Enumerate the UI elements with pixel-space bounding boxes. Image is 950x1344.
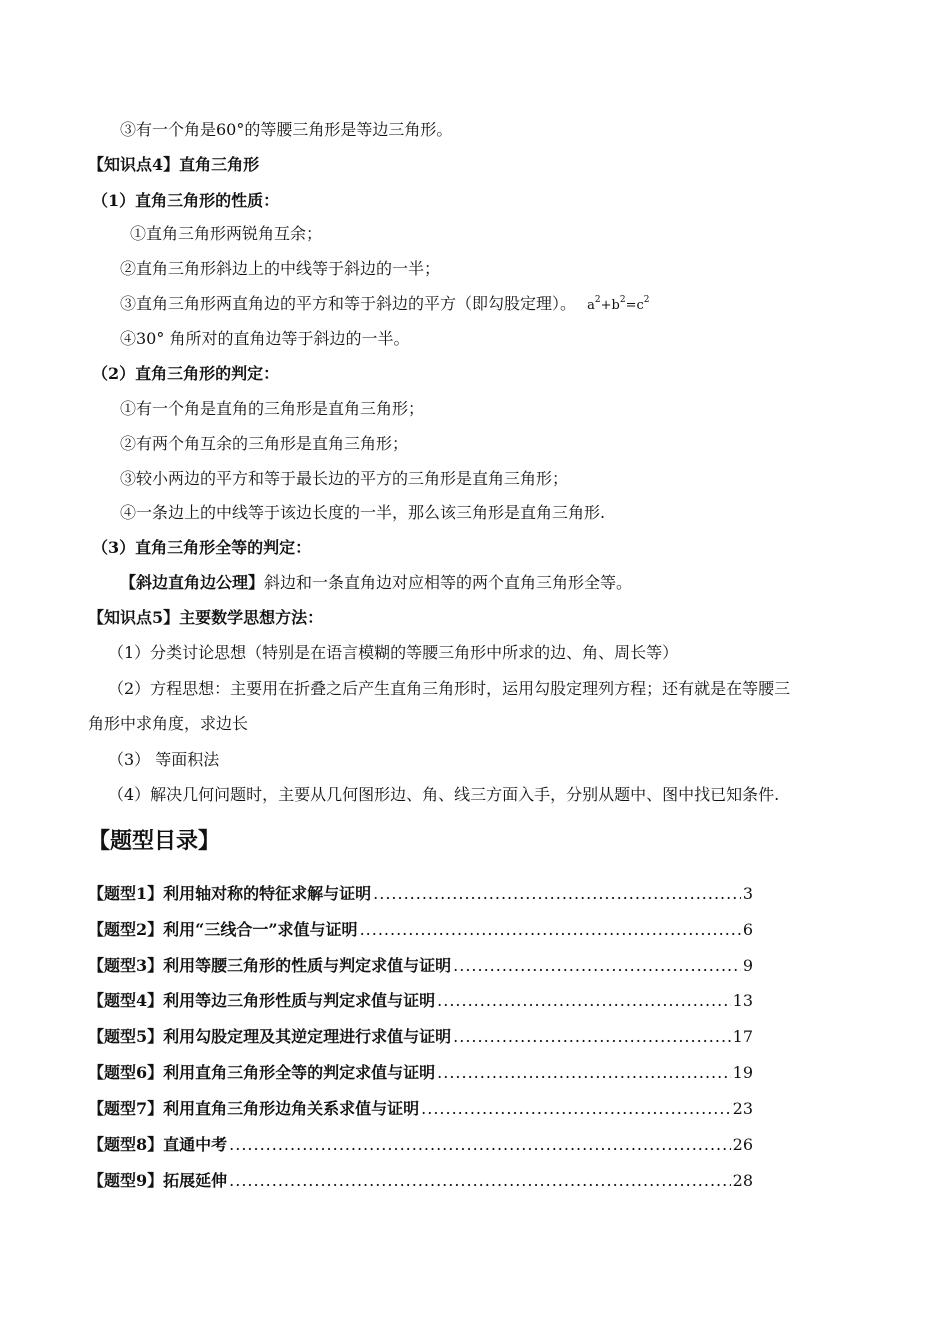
toc-entry-title: 利用“三线合一”求值与证明 — [163, 920, 358, 939]
text-line: （2）方程思想：主要用在折叠之后产生直角三角形时，运用勾股定理列方程；还有就是在等腰三 — [108, 679, 791, 698]
toc-entry-label: 【题型7】 — [88, 1099, 164, 1118]
toc-entry-label: 【题型6】 — [88, 1063, 164, 1082]
toc-leader-dots — [437, 1063, 730, 1083]
pythagorean-line — [120, 294, 649, 316]
toc-entry-page: 3 — [742, 884, 753, 903]
knowledge-point-5-heading: 【知识点5】主要数学思想方法： — [88, 608, 324, 627]
text-line: ③有一个角是60°的等腰三角形是等边三角形。 — [120, 120, 453, 139]
subheading-properties: （1）直角三角形的性质： — [92, 191, 280, 210]
toc-leader-dots — [373, 884, 741, 904]
toc-entry-label: 【题型4】 — [88, 991, 164, 1010]
knowledge-point-4-heading: 【知识点4】直角三角形 — [88, 155, 260, 174]
toc-entry-page: 17 — [732, 1027, 753, 1046]
text-line: （1）分类讨论思想（特别是在语言模糊的等腰三角形中所求的边、角、周长等） — [108, 643, 679, 662]
toc-entry-page: 19 — [732, 1063, 753, 1082]
hl-theorem-line — [120, 573, 632, 593]
toc-entry-title: 利用勾股定理及其逆定理进行求值与证明 — [163, 1027, 452, 1046]
subheading-determination: （2）直角三角形的判定： — [92, 364, 280, 383]
toc-entry-label: 【题型5】 — [88, 1027, 164, 1046]
toc-leader-dots — [437, 991, 730, 1011]
toc-entry-title: 利用等边三角形性质与判定求值与证明 — [163, 991, 436, 1010]
text-line: （4）解决几何问题时，主要从几何图形边、角、线三方面入手，分别从题中、图中找已知条件. — [108, 785, 780, 804]
toc-entry-page: 23 — [732, 1099, 753, 1118]
hl-theorem-label: 【斜边直角边公理】 — [120, 573, 265, 592]
toc-leader-dots — [360, 920, 741, 940]
text-line: 斜边和一条直角边对应相等的两个直角三角形全等。 — [264, 573, 633, 592]
toc-entry-page: 13 — [732, 991, 753, 1010]
toc-entry-page: 28 — [732, 1171, 753, 1190]
toc-entry-label: 【题型8】 — [88, 1135, 164, 1154]
text-line: （3） 等面积法 — [108, 750, 220, 769]
toc-entry-label: 【题型2】 — [88, 920, 164, 939]
text-line: 角形中求角度，求边长 — [88, 714, 249, 733]
toc-leader-dots — [453, 956, 741, 976]
text-line: ①直角三角形两锐角互余； — [130, 224, 323, 243]
toc-leader-dots — [453, 1027, 730, 1047]
toc-entry[interactable] — [88, 991, 753, 1011]
pythagorean-formula: $a^2+b^2=c^2$ — [587, 295, 650, 313]
toc-leader-dots — [229, 1171, 730, 1191]
toc-entry-title: 利用直角三角形全等的判定求值与证明 — [163, 1063, 436, 1082]
text-line: ②直角三角形斜边上的中线等于斜边的一半； — [120, 259, 441, 278]
toc-entry[interactable] — [88, 1063, 753, 1083]
toc-entry-title: 利用等腰三角形的性质与判定求值与证明 — [163, 956, 452, 975]
toc-entry-page: 26 — [732, 1135, 753, 1154]
toc-entry-label: 【题型1】 — [88, 884, 164, 903]
toc-entry[interactable] — [88, 1135, 753, 1155]
toc-entry-page: 9 — [742, 956, 753, 975]
toc-entry-title: 拓展延伸 — [163, 1171, 228, 1190]
text-line: ④一条边上的中线等于该边长度的一半，那么该三角形是直角三角形. — [120, 503, 606, 522]
toc-entry-label: 【题型9】 — [88, 1171, 164, 1190]
toc-entry-page: 6 — [742, 920, 753, 939]
text-line: ④30° 角所对的直角边等于斜边的一半。 — [120, 329, 410, 348]
text-line: ②有两个角互余的三角形是直角三角形； — [120, 434, 409, 453]
toc-entry[interactable] — [88, 884, 753, 904]
text-line: ③较小两边的平方和等于最长边的平方的三角形是直角三角形； — [120, 469, 569, 488]
text-line: ③直角三角形两直角边的平方和等于斜边的平方（即勾股定理）。 — [120, 294, 577, 313]
toc-entry[interactable] — [88, 1027, 753, 1047]
toc-entry-title: 利用轴对称的特征求解与证明 — [163, 884, 372, 903]
toc-entry-title: 利用直角三角形边角关系求值与证明 — [163, 1099, 420, 1118]
subheading-congruence: （3）直角三角形全等的判定： — [92, 538, 312, 557]
toc-entry-label: 【题型3】 — [88, 956, 164, 975]
toc-heading: 【题型目录】 — [88, 828, 221, 854]
toc-entry[interactable] — [88, 1171, 753, 1191]
toc-entry-title: 直通中考 — [163, 1135, 228, 1154]
toc-entry[interactable] — [88, 956, 753, 976]
toc-leader-dots — [421, 1099, 730, 1119]
text-line: ①有一个角是直角的三角形是直角三角形； — [120, 399, 425, 418]
toc-leader-dots — [229, 1135, 730, 1155]
toc-entry[interactable] — [88, 1099, 753, 1119]
toc-entry[interactable] — [88, 920, 753, 940]
